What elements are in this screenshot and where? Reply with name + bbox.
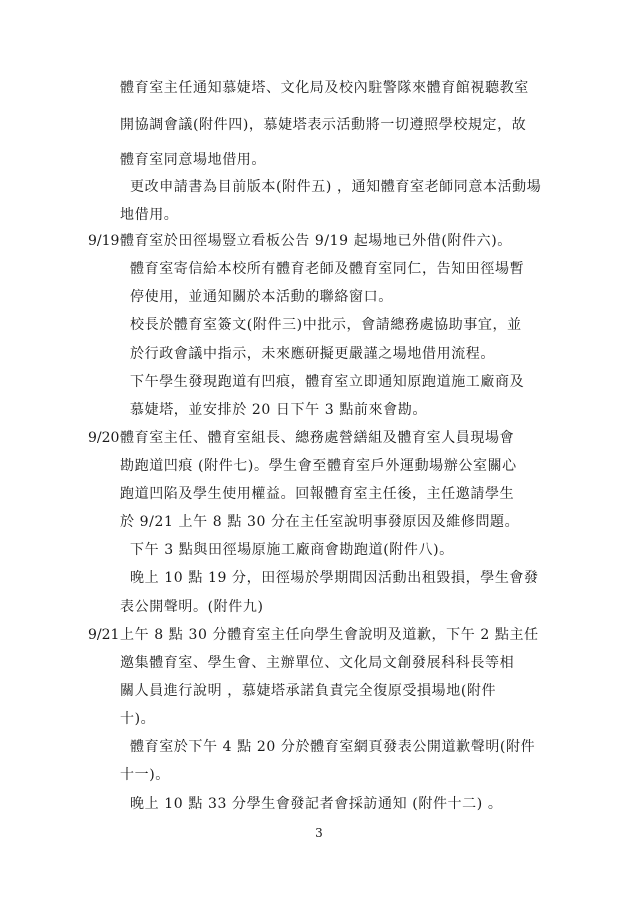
entry-921-p1-line2: 邀集體育室、學生會、主辦單位、文化局文創發展科科長等相 (120, 655, 515, 671)
entry-920-p1-line4: 於 9/21 上午 8 點 30 分在主任室說明事發原因及維修問題。 (120, 514, 520, 530)
intro-para1-line3: 體育室同意場地借用。 (120, 152, 266, 168)
entry-919-p3-line1: 校長於體育室簽文(附件三)中批示，會請總務處協助事宜，並 (130, 317, 522, 333)
entry-919-p3-line2: 於行政會議中指示，未來應研擬更嚴謹之場地借用流程。 (130, 346, 495, 362)
entry-920-p1-line3: 跑道凹陷及學生使用權益。回報體育室主任後，主任邀請學生 (120, 486, 515, 502)
entry-date-920: 9/20 (88, 430, 120, 446)
intro-para1-line2: 開協調會議(附件四)，慕婕塔表示活動將一切遵照學校規定，故 (120, 117, 527, 133)
entry-920-p1-line1: 體育室主任、體育室組長、總務處營繕組及體育室人員現場會 (120, 430, 515, 446)
intro-para1-line1: 體育室主任通知慕婕塔、文化局及校內駐警隊來體育館視聽教室 (120, 80, 529, 96)
entry-920-p1-line2: 勘跑道凹痕 (附件七)。學生會至體育室戶外運動場辦公室關心 (120, 458, 517, 474)
entry-date-921: 9/21 (88, 627, 120, 643)
entry-919-p1-line1: 體育室於田徑場豎立看板公告 9/19 起場地已外借(附件六)。 (120, 233, 512, 249)
entry-921-p2-line2: 十一)。 (120, 767, 170, 783)
entry-920-p3-line1: 晚上 10 點 19 分，田徑場於學期間因活動出租毀損，學生會發 (130, 570, 539, 586)
entry-921-p1-line1: 上午 8 點 30 分體育室主任向學生會說明及道歉，下午 2 點主任 (120, 627, 539, 643)
entry-920-p2-line1: 下午 3 點與田徑場原施工廠商會勘跑道(附件八)。 (130, 542, 454, 558)
entry-date-919: 9/19 (88, 233, 120, 249)
entry-920-p3-line2: 表公開聲明。(附件九) (120, 599, 264, 615)
page-number: 3 (315, 826, 323, 840)
entry-919-p2-line2: 停使用，並通知關於本活動的聯絡窗口。 (130, 289, 393, 305)
entry-921-p2-line1: 體育室於下午 4 點 20 分於體育室網頁發表公開道歉聲明(附件 (130, 739, 536, 755)
entry-919-p2-line1: 體育室寄信給本校所有體育老師及體育室同仁，告知田徑場暫 (130, 261, 525, 277)
entry-921-p1-line3: 關人員進行說明 ，慕婕塔承諾負責完全復原受損場地(附件 (120, 683, 497, 699)
entry-921-p3-line1: 晚上 10 點 33 分學生會發記者會採訪通知 (附件十二) 。 (130, 796, 503, 812)
entry-921-p1-line4: 十)。 (120, 711, 156, 727)
entry-919-p4-line1: 下午學生發現跑道有凹痕，體育室立即通知原跑道施工廠商及 (130, 374, 525, 390)
intro-para2-line1: 更改申請書為目前版本(附件五) ，通知體育室老師同意本活動場 (130, 179, 542, 195)
entry-919-p4-line2: 慕婕塔，並安排於 20 日下午 3 點前來會勘。 (130, 402, 427, 418)
intro-para2-line2: 地借用。 (120, 207, 179, 223)
